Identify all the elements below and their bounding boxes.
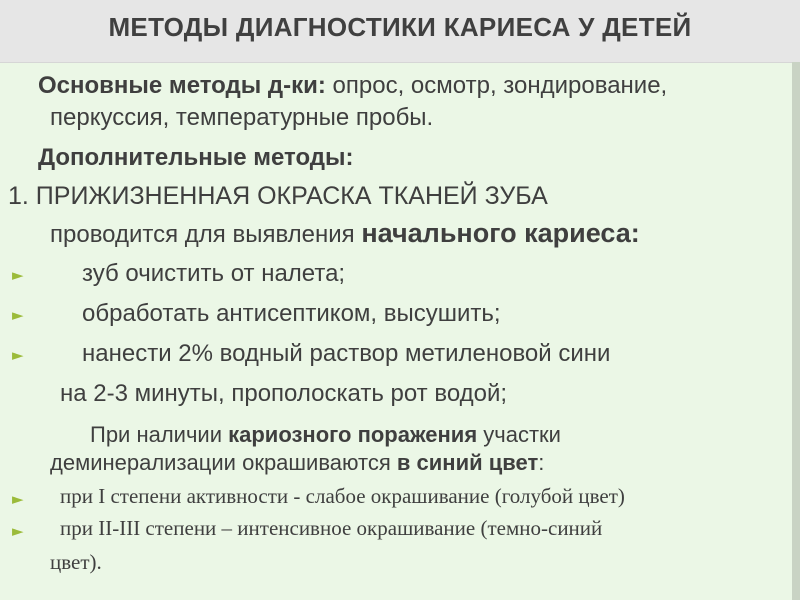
step-1: зуб очистить от налета; — [82, 260, 346, 287]
bullet-icon: ► — [12, 346, 24, 364]
bullet-icon: ► — [12, 522, 24, 540]
bullet-icon: ► — [12, 490, 24, 508]
item-1-emphasis: начального кариеса: — [361, 218, 640, 248]
right-edge-strip — [792, 62, 800, 600]
bullet-icon: ► — [12, 306, 24, 324]
degree-1: при I степени активности - слабое окрашивание (голубой цвет) — [60, 484, 625, 508]
basic-methods-text-1: опрос, осмотр, зондирование, — [325, 72, 668, 99]
basic-methods-line-1 — [38, 72, 667, 100]
note-bold-2: в синий цвет — [396, 450, 539, 475]
item-1-text: проводится для выявления — [50, 221, 362, 248]
degree-2: при II-III степени – интенсивное окрашивание (темно-синий — [60, 516, 603, 540]
note-bold-1: кариозного поражения — [228, 422, 478, 447]
step-3-continuation: на 2-3 минуты, прополоскать рот водой; — [60, 380, 508, 407]
step-2: обработать антисептиком, высушить; — [82, 300, 501, 327]
bullet-icon: ► — [12, 266, 24, 284]
note-line-2 — [50, 450, 544, 476]
slide-title: МЕТОДЫ ДИАГНОСТИКИ КАРИЕСА У ДЕТЕЙ — [108, 12, 692, 42]
item-1-heading: 1. ПРИЖИЗНЕННАЯ ОКРАСКА ТКАНЕЙ ЗУБА — [8, 182, 548, 210]
note-part-4: : — [538, 450, 545, 475]
step-3: нанести 2% водный раствор метиленовой сини — [82, 340, 611, 367]
note-part-1: При наличии — [90, 422, 229, 447]
degree-2-continuation: цвет). — [50, 550, 102, 574]
note-part-2: участки — [477, 422, 561, 447]
item-1-text-line — [50, 218, 640, 249]
note-line-1 — [90, 422, 561, 448]
note-part-3: деминерализации окрашиваются — [50, 450, 397, 475]
basic-methods-line-2: перкуссия, температурные пробы. — [50, 104, 434, 131]
basic-methods-label: Основные методы д-ки: — [38, 72, 326, 99]
additional-methods-label: Дополнительные методы: — [38, 144, 354, 171]
